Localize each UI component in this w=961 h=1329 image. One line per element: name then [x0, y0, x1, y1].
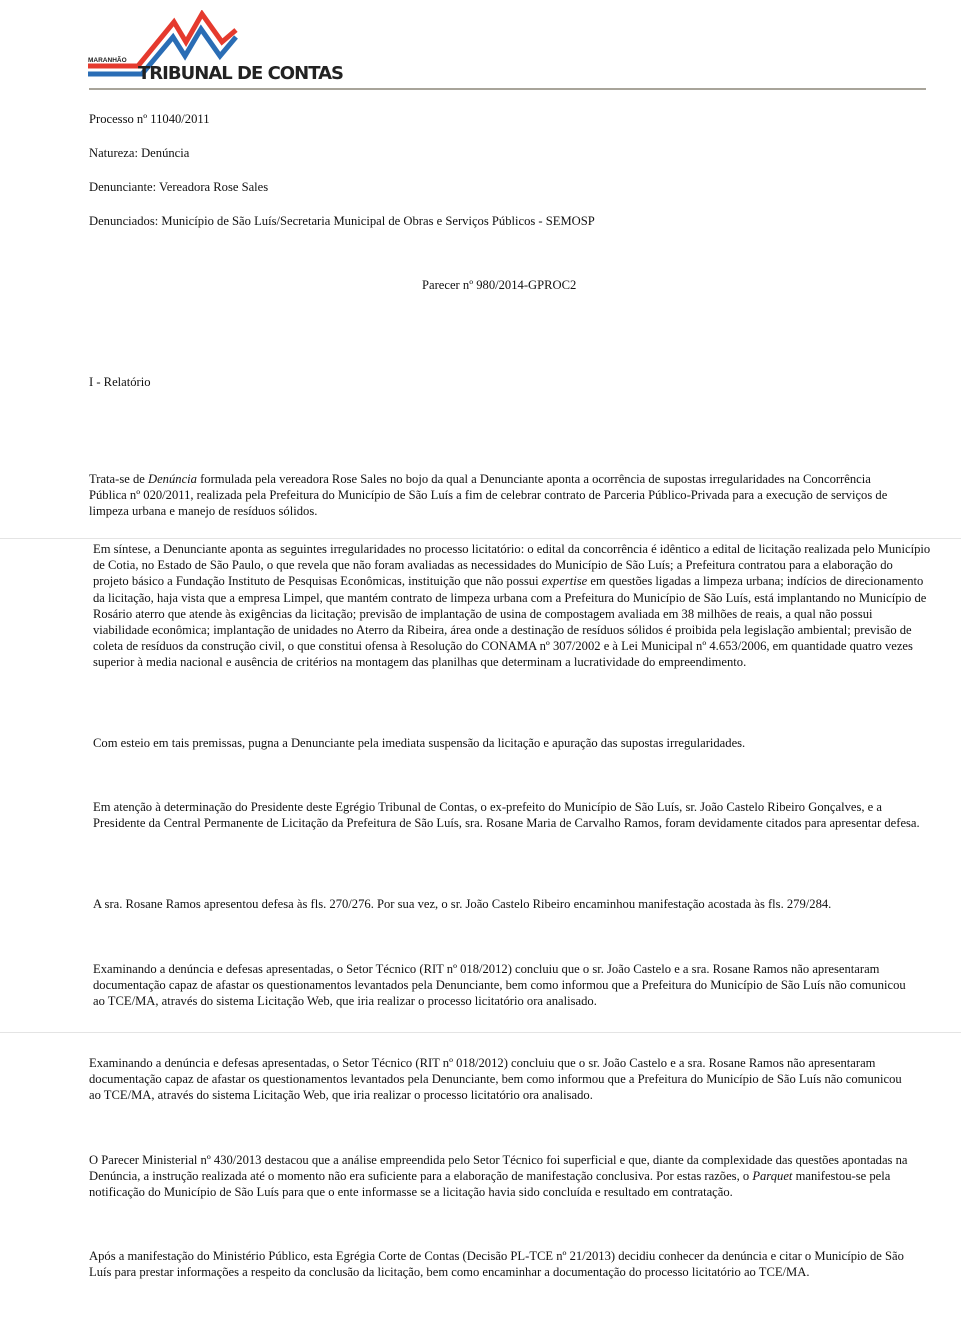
- page-break: [0, 1032, 961, 1033]
- paragraph: Examinando a denúncia e defesas apresentadas, o Setor Técnico (RIT nº 018/2012) concluiu que o sr. João Castelo e a sra. Rosane Ramos não apresentaram documentação capaz de afastar os questionamentos levantados pela Denunciante, bem como informou que a Prefeitura do Município de São Luís não comunicou ao TCE/MA, através do sistema Licitação Web, que iria realizar o processo licitatório ora analisado.: [93, 962, 906, 1009]
- paragraph: Examinando a denúncia e defesas apresentadas, o Setor Técnico (RIT nº 018/2012) concluiu que o sr. João Castelo e a sra. Rosane Ramos não apresentaram documentação capaz de afastar os questionamentos levantados pela Denunciante, bem como informou que a Prefeitura do Município de São Luís não comunicou ao TCE/MA, através do sistema Licitação Web, que iria realizar o processo licitatório ora analisado.: [89, 1056, 902, 1103]
- denunciados: Denunciados: Município de São Luís/Secretaria Municipal de Obras e Serviços Públicos - SEMOSP: [89, 214, 595, 228]
- paragraph: Em atenção à determinação do Presidente deste Egrégio Tribunal de Contas, o ex-prefeito do Município de São Luís, sr. João Castelo Ribeiro Gonçalves, e a Presidente da Central Permanente de Licitação da Prefeitura de São Luís, sra. Rosane Maria de Carvalho Ramos, foram devidamente citados para apresentar defesa.: [93, 800, 920, 831]
- svg-text:MARANHÃO: MARANHÃO: [88, 57, 127, 64]
- paragraph: A sra. Rosane Ramos apresentou defesa às fls. 270/276. Por sua vez, o sr. João Castelo Ribeiro encaminhou manifestação acostada às fls. 279/284.: [93, 897, 832, 911]
- tribunal-logo: [86, 10, 348, 90]
- paragraph: Com esteio em tais premissas, pugna a Denunciante pela imediata suspensão da licitação e apuração das supostas irregularidades.: [93, 736, 746, 750]
- section-heading: I - Relatório: [89, 375, 151, 389]
- denunciante: Denunciante: Vereadora Rose Sales: [89, 180, 269, 194]
- page-break: [0, 538, 961, 539]
- paragraph: O Parecer Ministerial nº 430/2013 destacou que a análise empreendida pelo Setor Técnico foi superficial e que, diante da complexidade das questões apontadas na Denúncia, a instrução realizada até o momento não era suficiente para a elaboração de manifestação conclusiva. Por estas razões, o Parquet manifestou-se pela notificação do Município de São Luís para que o ente informasse se a licitação havia sido concluída e resultado em contratação.: [89, 1153, 908, 1200]
- processo: Processo nº 11040/2011: [89, 112, 210, 126]
- header-rule: [89, 88, 926, 90]
- svg-text:TRIBUNAL DE CONTAS: TRIBUNAL DE CONTAS: [138, 63, 344, 84]
- paragraph: Trata-se de Denúncia formulada pela vereadora Rose Sales no bojo da qual a Denunciante aponta a ocorrência de supostas irregularidades na Concorrência Pública nº 020/2011, realizada pela Prefeitura do Município de São Luís a fim de celebrar contrato de Parceria Público-Privada para a execução de serviços de limpeza urbana e manejo de resíduos sólidos.: [89, 472, 888, 519]
- paragraph: Em síntese, a Denunciante aponta as seguintes irregularidades no processo licitatório: o edital da concorrência é idêntico a edital de licitação realizada pelo Município de Cotia, no Estado de São Paulo, o que revela que não foram avaliadas as necessidades do Município de São Luís; a Prefeitura contratou para a elaboração do projeto básico a Fundação Instituto de Pesquisas Econômicas, instituição que não possui expertise em questões ligadas a limpeza urbana; indícios de direcionamento da licitação, haja vista que a empresa Limpel, que mantém contrato de limpeza urbana com a Prefeitura do Município de São Luís, está implantando no Município de Rosário aterro que atende às exigências da licitação; previsão de implantação de usina de compostagem avaliada em 38 milhões de reais, a qual não possui viabilidade econômica; implantação de unidades no Aterro da Ribeira, área onde a destinação de resíduos sólidos é proibida pela legislação ambiental; previsão de coleta de resíduos da construção civil, o que constitui ofensa à Resolução do CONAMA nº 307/2002 e à Lei Municipal nº 4.653/2006, em quantidade quatro vezes superior à media nacional e ausência de critérios na montagem das planilhas que determinam a lucratividade do empreendimento.: [93, 542, 931, 670]
- parecer-title: Parecer nº 980/2014-GPROC2: [422, 278, 577, 292]
- paragraph: Após a manifestação do Ministério Público, esta Egrégia Corte de Contas (Decisão PL-TCE nº 21/2013) decidiu conhecer da denúncia e citar o Município de São Luís para prestar informações a respeito da conclusão da licitação, bem como encaminhar a documentação do processo licitatório ao TCE/MA.: [89, 1249, 904, 1280]
- natureza: Natureza: Denúncia: [89, 146, 190, 160]
